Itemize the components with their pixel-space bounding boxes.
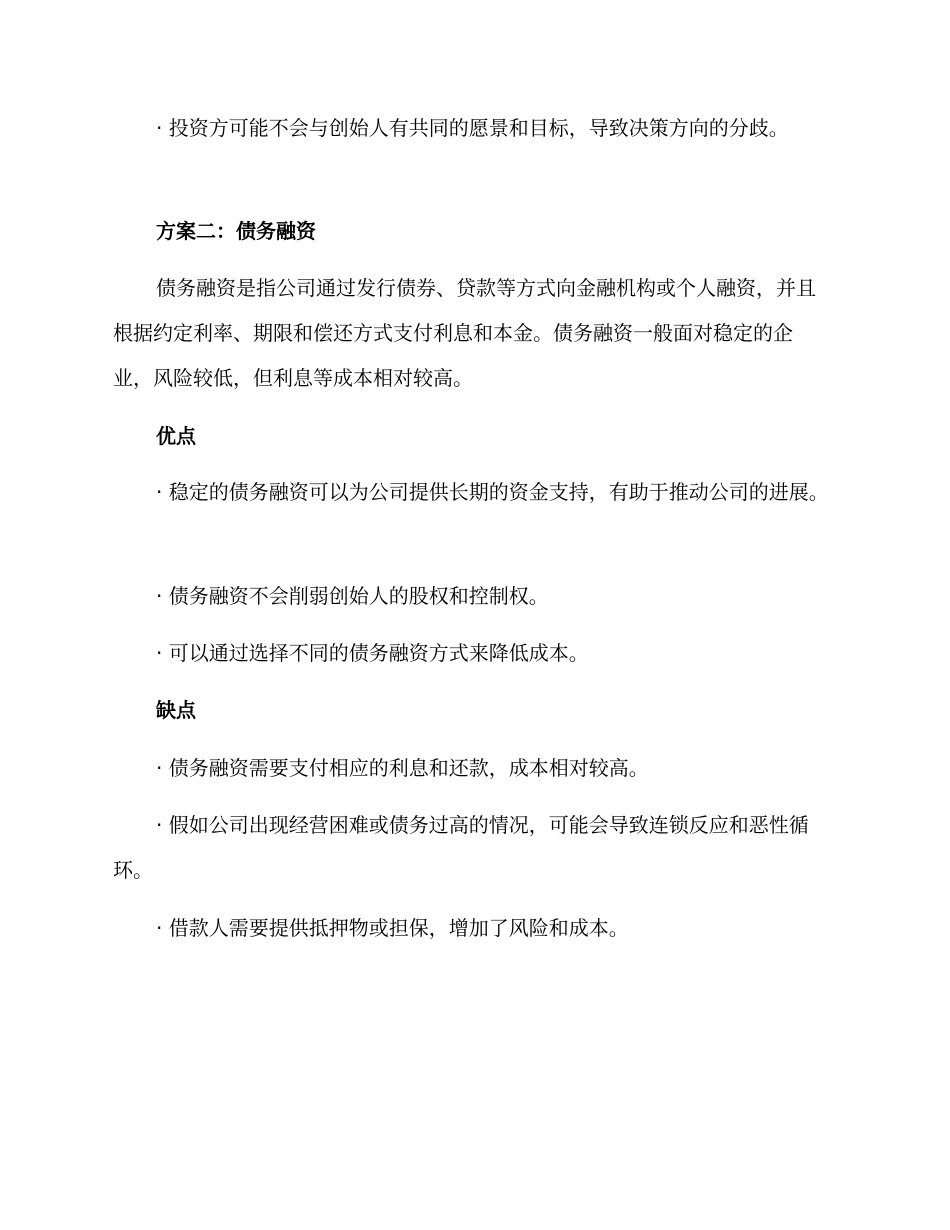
paragraph-debt-financing-definition: 债务融资是指公司通过发行债券、贷款等方式向金融机构或个人融资，并且根据约定利率、期限和偿还方式支付利息和本金。债务融资一般面对稳定的企业，风险较低，但利息等成本相对较高。 <box>113 276 816 390</box>
heading-disadvantages: 缺点 <box>156 698 196 722</box>
advantage-item-no-dilution: · 债务融资不会削弱创始人的股权和控制权。 <box>156 584 549 608</box>
advantage-item-long-term-funding: · 稳定的债务融资可以为公司提供长期的资金支持，有助于推动公司的进展。 <box>156 480 829 504</box>
disadvantage-item-interest-cost: · 债务融资需要支付相应的利息和还款，成本相对较高。 <box>156 756 649 780</box>
heading-plan-two-debt-financing: 方案二：债务融资 <box>156 219 316 243</box>
paragraph-investor-vision-risk: · 投资方可能不会与创始人有共同的愿景和目标，导致决策方向的分歧。 <box>156 116 789 140</box>
advantage-item-lower-cost: · 可以通过选择不同的债务融资方式来降低成本。 <box>156 641 589 665</box>
heading-advantages: 优点 <box>156 424 196 448</box>
disadvantage-item-collateral: · 借款人需要提供抵押物或担保，增加了风险和成本。 <box>156 916 629 940</box>
disadvantage-item-chain-reaction: · 假如公司出现经营困难或债务过高的情况，可能会导致连锁反应和恶性循环。 <box>113 813 809 882</box>
